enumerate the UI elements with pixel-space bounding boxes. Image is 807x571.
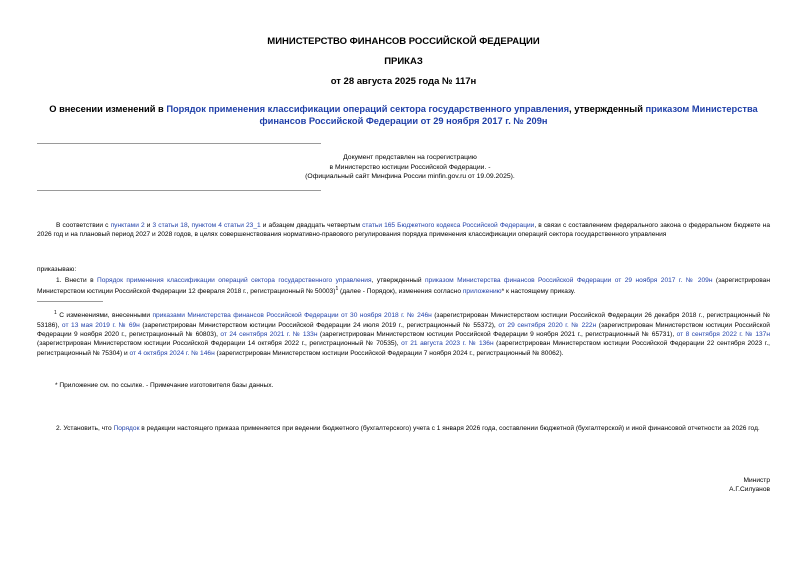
link-poryadok[interactable]: Порядок применения классификации операций сектора государственного управления <box>97 277 372 284</box>
text: 1. Внести в <box>56 277 97 284</box>
link-statya-23-1[interactable]: пунктом 4 статьи 23_1 <box>191 222 261 229</box>
text: (зарегистрирован Министерством юстиции Российской Федерации 12 февраля 2018 г., регистрационный № 50003) <box>37 277 770 296</box>
text: и <box>144 222 153 229</box>
text: и абзацем двадцать четвертым <box>260 222 363 229</box>
text: в редакции настоящего приказа применяется при ведении бюджетного (бухгалтерского) учета с 1 января 2026 года, составлении бюджетной (бухгалтерской) и иной финансовой отчетности за 2026 год. <box>139 425 760 432</box>
doc-type-heading: ПРИКАЗ <box>384 56 423 67</box>
link-statya-165-bk[interactable]: статьи 165 Бюджетного кодекса Российской Федерации <box>362 222 535 229</box>
text: С изменениями, внесенными <box>56 312 153 320</box>
footnote-mark: 1 <box>54 310 57 316</box>
text: (зарегистрирован Министерством юстиции Российской Федерации 24 июля 2019 г., регистрационный № 55372), <box>139 321 499 329</box>
footnote-ref-1[interactable]: 1 <box>335 286 339 293</box>
registration-note-line: в Министерство юстиции Российской Федерации. - <box>329 163 491 171</box>
footnote-1 <box>37 309 770 358</box>
item-2-paragraph <box>37 424 770 433</box>
link-prikaz-133n[interactable]: от 24 сентября 2021 г. № 133н <box>220 331 318 338</box>
text: * к настоящему приказу. <box>501 288 576 296</box>
link-statya-18[interactable]: 3 статьи 18 <box>152 222 188 229</box>
link-prikaz-146n[interactable]: от 4 октября 2024 г. № 146н <box>129 349 215 357</box>
title-link-poryadok[interactable]: Порядок применения классификации операций сектора государственного управления <box>166 104 570 114</box>
signature-block <box>600 476 770 495</box>
link-poryadok-2[interactable]: Порядок <box>113 425 140 432</box>
link-prikaz-209n[interactable]: приказом Министерства финансов Российской Федерации от 29 ноября 2017 г. № 209н <box>424 277 713 284</box>
text: (далее - Порядок), изменения согласно <box>338 288 463 296</box>
text: , в связи с составлением федерального закона о федеральном бюджете на 2026 год и на плановый период 2027 и 2028 годов, в целях совершенствования нормативно-правового регулирования порядка применения классификации операций сектора государственного управления <box>37 222 770 239</box>
text: (зарегистрирован Министерством юстиции Российской Федерации 9 ноября 2021 г., регистрационный № 65731), <box>317 331 677 338</box>
link-prikaz-246n[interactable]: приказами Министерства финансов Российской Федерации от 30 ноября 2018 г. № 246н <box>152 312 432 320</box>
link-prilozhenie[interactable]: приложению <box>462 288 502 296</box>
separator-line-top <box>37 143 321 144</box>
text: В соответствии с <box>56 222 111 229</box>
text: (зарегистрирован Министерством юстиции Российской Федерации 14 октября 2022 г., регистрационный № 70535), <box>37 340 402 348</box>
title-link-prikaz-209n[interactable]: приказом Министерства финансов Российской Федерации от 29 ноября 2017 г. № 209н <box>259 104 758 126</box>
document-title <box>30 104 777 127</box>
link-prikaz-222n[interactable]: от 29 сентября 2020 г. № 222н <box>498 321 597 329</box>
registration-note <box>240 153 580 182</box>
link-punkt-2[interactable]: пунктами 2 <box>110 222 145 229</box>
text: , утвержденный <box>371 277 425 284</box>
text: 2. Установить, что <box>56 425 114 432</box>
signature-name: А.Г.Силуанов <box>729 486 770 494</box>
text: (зарегистрирован Министерством юстиции Российской Федерации 7 ноября 2024 г., регистрационный № 80062). <box>214 349 564 357</box>
footnote-star: * Приложение см. по ссылке. - Примечание изготовителя базы данных. <box>55 382 274 389</box>
text: (зарегистрирован Министерством юстиции Российской Федерации 9 ноября 2020 г., регистрационный № 60803), <box>37 321 770 338</box>
title-prefix: О внесении изменений в <box>49 104 167 114</box>
preamble-paragraph <box>37 221 770 240</box>
registration-note-line: Документ представлен на госрегистрацию <box>343 154 477 161</box>
order-word: приказываю: <box>37 266 77 273</box>
item-1-paragraph <box>37 276 770 297</box>
registration-note-line: (Официальный сайт Минфина России minfin.gov.ru от 19.09.2025). <box>305 173 515 180</box>
signature-position: Министр <box>743 477 770 484</box>
title-middle: , утвержденный <box>569 104 646 114</box>
link-prikaz-136n[interactable]: от 21 августа 2023 г. № 136н <box>401 340 494 348</box>
date-number: от 28 августа 2025 года № 117н <box>330 76 477 87</box>
ministry-heading: МИНИСТЕРСТВО ФИНАНСОВ РОССИЙСКОЙ ФЕДЕРАЦИИ <box>267 36 540 47</box>
link-prikaz-137n[interactable]: от 8 сентября 2022 г. № 137н <box>676 331 770 338</box>
text: (зарегистрирован Министерством юстиции Российской Федерации 26 декабря 2018 г., регистрационный № 53186), <box>37 312 771 329</box>
text: , <box>187 222 192 229</box>
text: (зарегистрирован Министерством юстиции Российской Федерации 22 сентября 2023 г., регистрационный № 75304) и <box>37 340 770 357</box>
separator-line-bottom <box>37 190 321 191</box>
link-prikaz-69n[interactable]: от 13 мая 2019 г. № 69н <box>61 321 140 329</box>
footnote-separator <box>37 301 103 302</box>
